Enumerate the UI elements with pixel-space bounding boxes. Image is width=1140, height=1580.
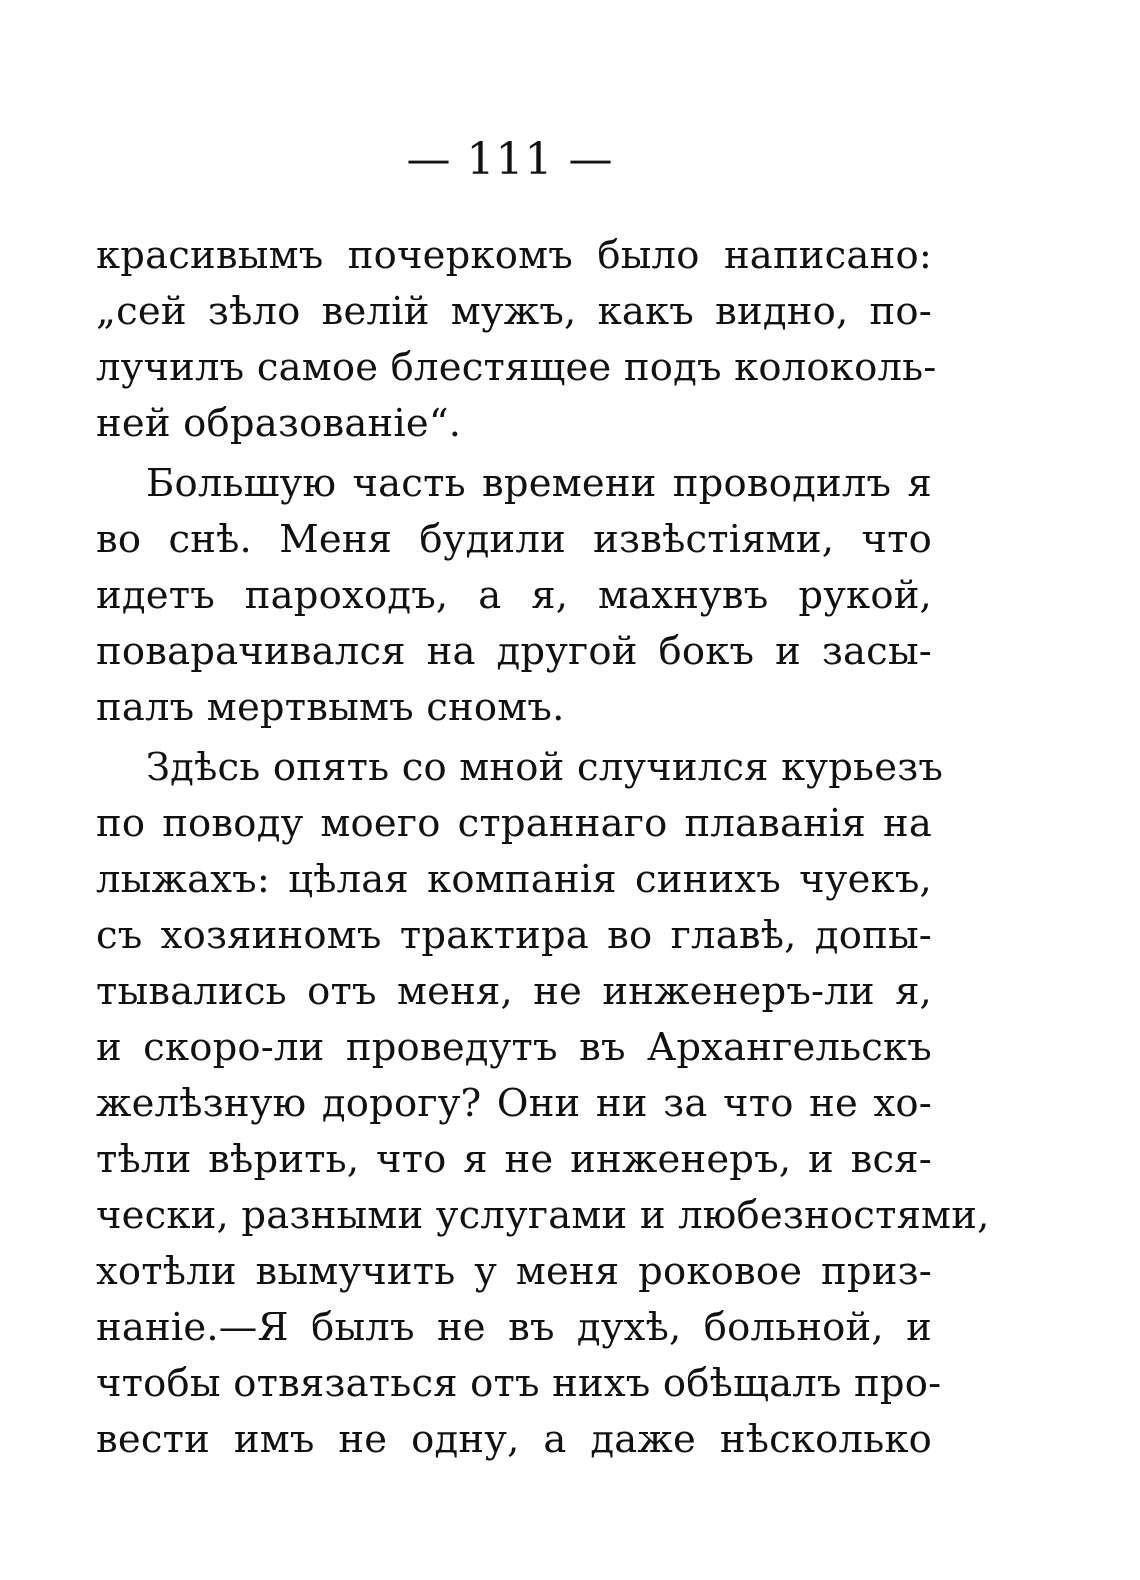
page-number: — 111 — xyxy=(406,134,614,185)
text-line: палъ мертвымъ сномъ. xyxy=(96,685,565,730)
text-line: лучилъ самое блестящее подъ колоколь- xyxy=(96,345,937,390)
paragraph xyxy=(96,228,937,452)
text-line: съ хозяиномъ трактира во главѣ, допы- xyxy=(96,913,932,958)
text-line: желѣзную дорогу? Они ни за что не хо- xyxy=(96,1081,932,1126)
text-line: наніе.—Я былъ не въ духѣ, больной, и xyxy=(96,1305,932,1350)
text-line: красивымъ почеркомъ было написано: xyxy=(96,233,932,278)
text-line: поварачивался на другой бокъ и засы- xyxy=(96,629,932,674)
paragraph xyxy=(96,456,932,736)
text-line: идетъ пароходъ, а я, махнувъ рукой, xyxy=(96,573,932,618)
text-line: Здѣсь опять со мной случился курьезъ xyxy=(146,745,944,790)
text-line: лыжахъ: цѣлая компанія синихъ чуекъ, xyxy=(96,857,932,902)
text-line: и скоро-ли проведутъ въ Архангельскъ xyxy=(96,1025,932,1070)
text-line: чески, разными услугами и любезностями, xyxy=(96,1193,990,1238)
text-line: хотѣли вымучить у меня роковое приз- xyxy=(96,1249,932,1294)
text-line: вести имъ не одну, а даже нѣсколько xyxy=(96,1417,932,1462)
paragraph xyxy=(96,740,990,1468)
body-text xyxy=(96,228,990,1468)
text-line: чтобы отвязаться отъ нихъ обѣщалъ про- xyxy=(96,1361,942,1406)
text-line: по поводу моего страннаго плаванія на xyxy=(96,801,932,846)
text-line: во снѣ. Меня будили извѣстіями, что xyxy=(96,517,932,562)
text-line: тѣли вѣрить, что я не инженеръ, и вся- xyxy=(96,1137,932,1182)
text-line: ней образованіе“. xyxy=(96,401,462,446)
text-line: „сей зѣло велій мужъ, какъ видно, по- xyxy=(96,289,932,334)
text-line: тывались отъ меня, не инженеръ-ли я, xyxy=(96,969,932,1014)
text-line: Большую часть времени проводилъ я xyxy=(146,461,932,506)
